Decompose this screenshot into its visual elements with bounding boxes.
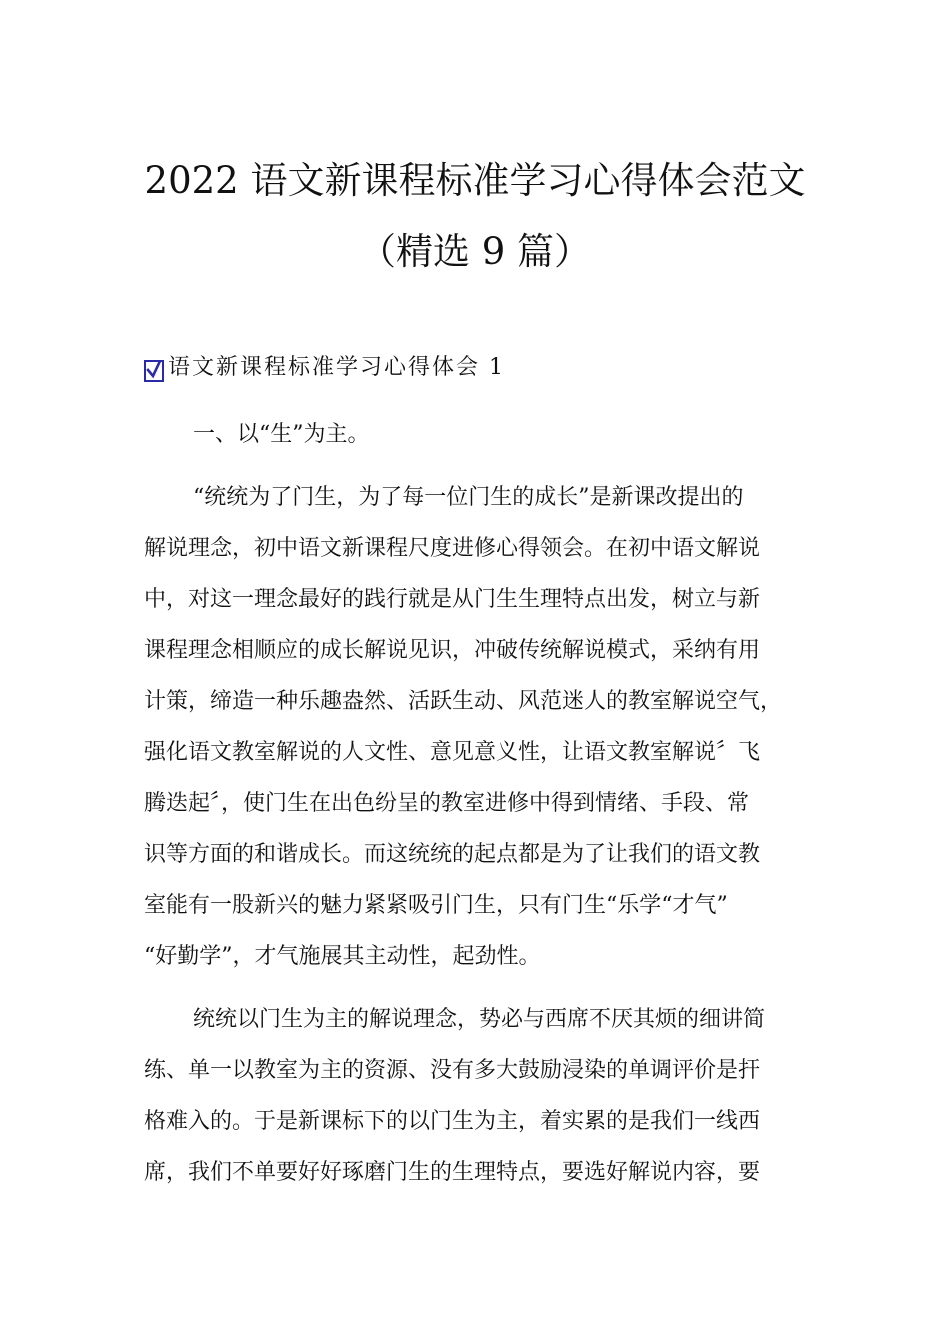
paragraph-line: 统统以门生为主的解说理念，势必与西席不厌其烦的细讲简 [193, 1007, 766, 1032]
paragraph-line: 室能有一股新兴的魅力紧紧吸引门生，只有门生“乐学“才气” [144, 893, 728, 918]
section-heading-text: 语文新课程标准学习心得体会 1 [168, 354, 505, 380]
paragraph-line: 练、单一以教室为主的资源、没有多大鼓励浸染的单调评价是扞 [144, 1058, 761, 1083]
section-heading [144, 348, 505, 382]
paragraph-line: 解说理念，初中语文新课程尺度进修心得领会。在初中语文解说 [144, 536, 761, 561]
paragraph-line: 识等方面的和谐成长。而这统统的起点都是为了让我们的语文教 [144, 842, 761, 867]
paragraph-line: 中，对这一理念最好的践行就是从门生生理特点出发，树立与新 [144, 587, 761, 612]
document-title-line-2: （精选 9 篇） [358, 230, 592, 273]
paragraph-line: 强化语文教室解说的人文性、意见意义性，让语文教室解说〞飞 [144, 740, 761, 765]
paragraph-2 [144, 994, 814, 1198]
paragraph-line: “统统为了门生，为了每一位门生的成长”是新课改提出的 [193, 485, 744, 510]
document-title-line-1: 2022 语文新课程标准学习心得体会范文 [144, 159, 806, 202]
paragraph-line: 格难入的。于是新课标下的以门生为主，着实累的是我们一线西 [144, 1109, 761, 1134]
checkbox-checked-icon [144, 360, 164, 382]
point-heading [193, 409, 863, 460]
paragraph-line: 课程理念相顺应的成长解说见识，冲破传统解说模式，采纳有用 [144, 638, 761, 663]
point-heading-text: 一、以“生”为主。 [193, 422, 370, 447]
paragraph-line: 计策，缔造一种乐趣盎然、活跃生动、风范迷人的教室解说空气， [144, 689, 783, 714]
paragraph-line: 席，我们不单要好好琢磨门生的生理特点，要选好解说内容，要 [144, 1160, 761, 1185]
paragraph-line: 腾迭起〞，使门生在出色纷呈的教室进修中得到情绪、手段、常 [144, 791, 750, 816]
paragraph-line: “好勤学”，才气施展其主动性，起劲性。 [144, 944, 541, 969]
paragraph-1 [144, 472, 814, 982]
